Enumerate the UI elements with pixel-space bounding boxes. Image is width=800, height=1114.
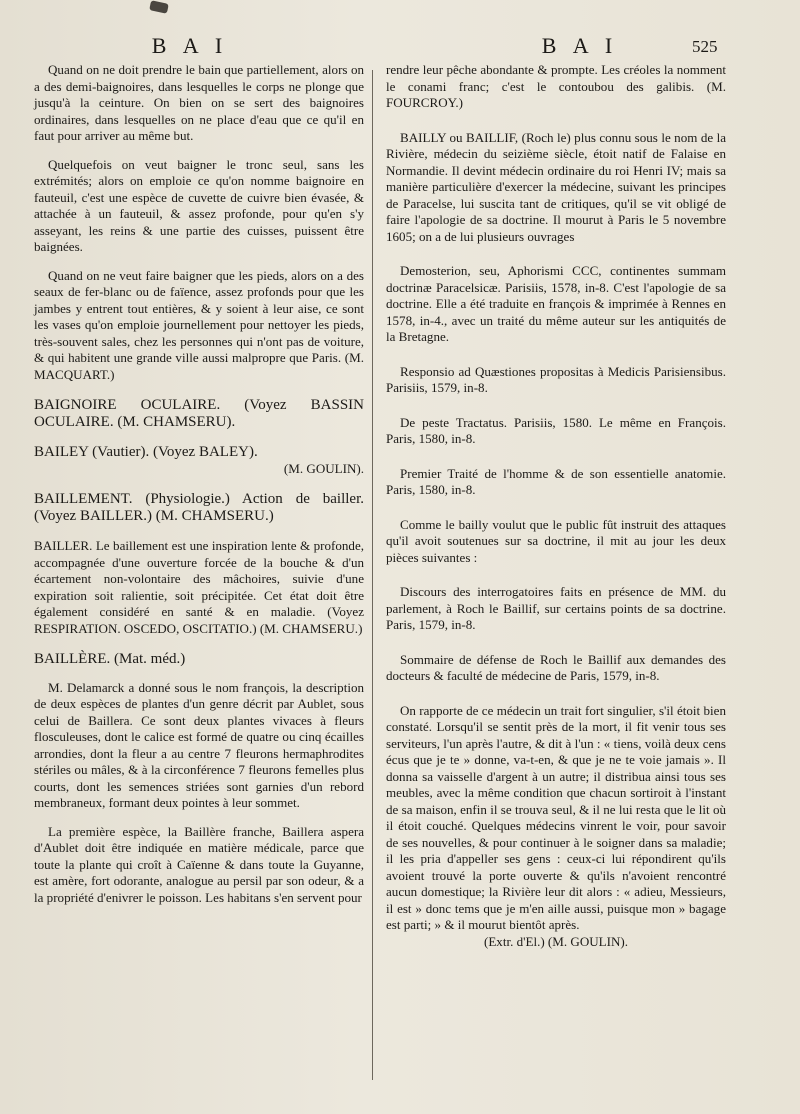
entry-baillement: BAILLEMENT. (Physiologie.) Action de bailler. (Voyez BAILLER.) (M. CHAMSERU.) xyxy=(34,491,364,524)
paragraph-baillere-description: M. Delamarck a donné sous le nom françois, la description de deux espèces de plantes d'un genre décrit par Aublet, sous celui de Baillera. Ce sont deux plantes vivaces à fleurs flosculeuses, dont le calice est formé de quatre ou cinq écailles arrondies, dont la fleur a au centre 7 fleurons hermaphrodites stériles ou mâles, & à la circonférence 7 fleurons femelles plus courts, dont les semences striées sont garnies d'un rebord membraneux, formant deux pointes à leur sommet. xyxy=(34,679,364,810)
work-sommaire: Sommaire de défense de Roch le Baillif aux demandes des docteurs & faculté de médecine de Paris, 1579, in-8. xyxy=(386,651,726,683)
work-premier-traite: Premier Traité de l'homme & de son essentielle anatomie. Paris, 1580, in-8. xyxy=(386,465,726,497)
right-column xyxy=(386,62,726,950)
paragraph-anecdote: On rapporte de ce médecin un trait fort singulier, s'il étoit bien constaté. Lorsqu'il se sentit près de la mort, il fit venir tous ses serviteurs, l'un après l'autre, & dit à l'un : « tiens, voilà deux cens écus que je te » donne, va-t-en, & que je ne te voie jamais ». Il donna sa vaisselle d'argent à un autre; il distribua ainsi tous ses meubles, avec la même condition que chacun sortiroit à l'instant de sa maison, enfin il se trouva seul, & il ne lui resta que le lit où il étoit couché. Quelques médecins vinrent le voir, pour savoir de ses nouvelles, & pour continuer à le soigner dans sa maladie; il les pria d'appeller ses gens : ceux-ci lui répondirent qu'ils avoient trouvé la porte ouverte & qu'ils n'avoient rencontré aucun domestique; la Rivière leur dit alors : « adieu, Messieurs, il est » donc tems que je m'en aille aussi, puisque mon » bagage est parti; » & il mourut bientôt après. xyxy=(386,702,726,932)
paragraph-demi-baignoires: Quand on ne doit prendre le bain que partiellement, alors on a des demi-baignoires, dans lesquelles le corps ne plonge que jusqu'à la ceinture. On bien on se sert des baignoires ordinaires, dans lesquelles on ne place d'eau que ce qu'il en faut pour arriver au même but. xyxy=(34,62,364,143)
paragraph-attaques: Comme le bailly voulut que le public fût instruit des attaques qu'il avoit soutenues sur sa doctrine, il mit au jour les deux pièces suivantes : xyxy=(386,516,726,565)
header-right-title: B A I xyxy=(541,33,619,58)
entry-bailly: BAILLY ou BAILLIF, (Roch le) plus connu sous le nom de la Rivière, médecin du seizième siècle, étoit natif de Falaise en Normandie. Il devint médecin ordinaire du roi Henri IV; mais sa manière particulière d'exercer la médecine, suivant les principes de Paracelse, lui suscita tant de critiques, qu'il se vit obligé de faire l'apologie de sa doctrine. Il mourut à Paris le 5 novembre 1605; on a de lui plusieurs ouvrages xyxy=(386,129,726,244)
work-demosterion: Demosterion, seu, Aphorismi CCC, continentes summam doctrinæ Paracelsicæ. Parisiis, 1578, in-8. C'est l'apologie de sa doctrine. Elle a été traduite en françois & imprimée à Rennes en 1578, in-4., avec un traité du même auteur sur les antiquités de la Bretagne. xyxy=(386,263,726,344)
page-number: 525 xyxy=(692,37,718,56)
entry-bailey-author: (M. GOULIN). xyxy=(283,460,364,476)
work-de-peste: De peste Tractatus. Parisiis, 1580. Le même en François. Paris, 1580, in-8. xyxy=(386,414,726,446)
ink-blot xyxy=(149,0,169,14)
entry-bailey: BAILEY (Vautier). (Voyez BALEY). xyxy=(34,444,258,460)
paragraph-bain-pieds: Quand on ne veut faire baigner que les pieds, alors on a des seaux de fer-blanc ou de faïence, assez profonds pour que les jambes y entrent tout entières, & y soient à leur aise, ce sont les vases qu'on emploie journellement pour nettoyer les pieds, très-souvent sales, chez les personnes qui n'ont pas de voiture, & qui habitent une grande ville aussi malpropre que Paris. (M. MACQUART.) xyxy=(34,267,364,382)
entry-bailler: BAILLER. Le baillement est une inspiration lente & profonde, accompagnée d'une ouverture forcée de la bouche & d'un écartement non-volontaire des mâchoires, suivie d'une expiration soit ralientie, soit précipitée. Cet état doit être également considéré en santé & en maladie. (Voyez RESPIRATION. OSCEDO, OSCITATIO.) (M. CHAMSERU.) xyxy=(34,538,364,636)
running-header xyxy=(0,33,800,63)
anecdote-source: (Extr. d'El.) (M. GOULIN). xyxy=(483,933,629,949)
header-left-title: B A I xyxy=(151,33,229,58)
paragraph-baillere-franche: La première espèce, la Baillère franche, Baillera aspera d'Aublet doit être indiquée en matière médicale, parce que toute la plante qui croît à Caïenne & dans toute la Guyanne, est amère, fort odorante, analogue au persil par son odeur, & a la propriété d'enivrer le poisson. Les habitans s'en servent pour xyxy=(34,823,364,905)
entry-baignoire-oculaire: BAIGNOIRE OCULAIRE. (Voyez BASSIN OCULAIRE. (M. CHAMSERU). xyxy=(34,397,364,430)
paragraph-baignoire-fauteuil: Quelquefois on veut baigner le tronc seul, sans les extrémités; alors on emploie ce qu'on nomme baignoire en fauteuil, c'est une espèce de cuvette de cuivre bien évasée, & attachée à un fauteuil, & assez profonde, pour qu'en s'y asseyant, les reins & une partie des cuisses, puissent être baignées. xyxy=(34,156,364,254)
work-discours: Discours des interrogatoires faits en présence de MM. du parlement, à Roch le Baillif, sur certains points de sa doctrine. Paris, 1579, in-8. xyxy=(386,584,726,632)
column-divider xyxy=(372,70,373,1080)
left-column xyxy=(34,62,364,906)
entry-baillere: BAILLÈRE. (Mat. méd.) xyxy=(34,651,186,667)
work-responsio: Responsio ad Quæstiones propositas à Medicis Parisiensibus. Parisiis, 1579, in-8. xyxy=(386,363,726,395)
paragraph-peche-continuation: rendre leur pêche abondante & prompte. Les créoles la nomment le conami franc; c'est le contoubou des galibis. (M. FOURCROY.) xyxy=(386,62,726,110)
